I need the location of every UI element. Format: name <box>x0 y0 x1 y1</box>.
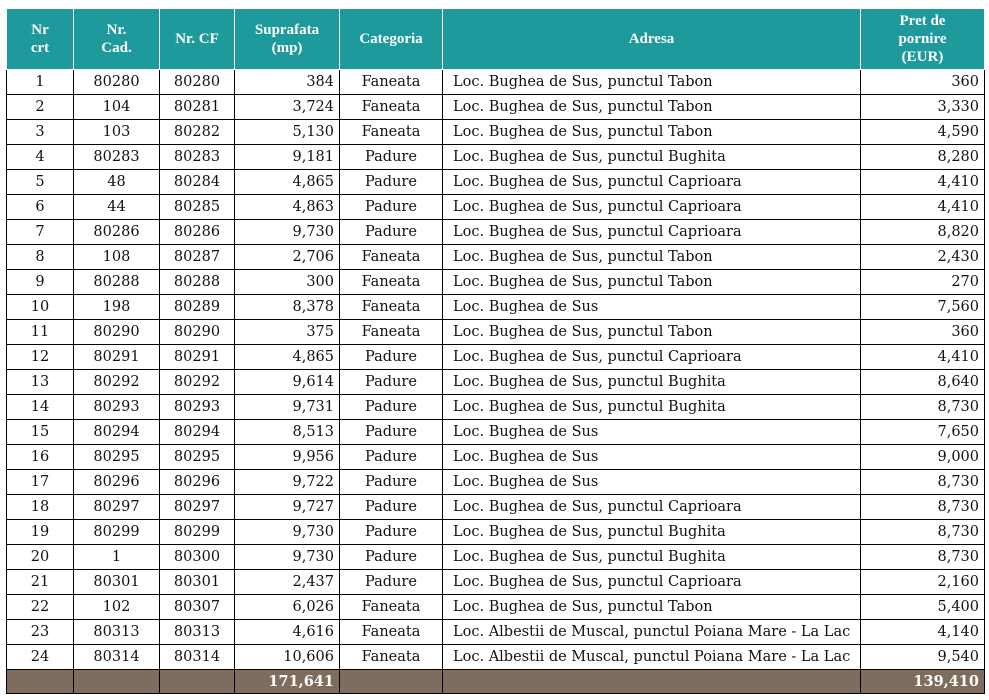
cell-categoria: Padure <box>340 545 443 570</box>
table-row <box>7 445 985 470</box>
table-row <box>7 470 985 495</box>
cell-suprafata: 3,724 <box>235 95 340 120</box>
total-blank-cell <box>160 670 235 694</box>
table-row <box>7 195 985 220</box>
header-suprafata: Suprafata (mp) <box>235 9 340 70</box>
header-adresa: Adresa <box>443 9 861 70</box>
cell-nr-cad: 80313 <box>74 620 160 645</box>
cell-nr-cad: 102 <box>74 595 160 620</box>
header-categoria: Categoria <box>340 9 443 70</box>
cell-nr-cad: 80296 <box>74 470 160 495</box>
cell-nr-crt: 23 <box>7 620 74 645</box>
header-row <box>7 9 985 70</box>
totals-row <box>7 670 985 694</box>
cell-suprafata: 9,956 <box>235 445 340 470</box>
cell-nr-crt: 21 <box>7 570 74 595</box>
header-nr-cad: Nr. Cad. <box>74 9 160 70</box>
cell-categoria: Padure <box>340 445 443 470</box>
cell-pret: 8,730 <box>861 545 985 570</box>
cell-nr-cf: 80282 <box>160 120 235 145</box>
cell-suprafata: 9,730 <box>235 545 340 570</box>
cell-pret: 8,820 <box>861 220 985 245</box>
cell-nr-crt: 13 <box>7 370 74 395</box>
cell-nr-cf: 80280 <box>160 70 235 95</box>
cell-pret: 2,430 <box>861 245 985 270</box>
cell-nr-crt: 8 <box>7 245 74 270</box>
cell-nr-cf: 80290 <box>160 320 235 345</box>
header-nr-cf: Nr. CF <box>160 9 235 70</box>
cell-nr-crt: 11 <box>7 320 74 345</box>
cell-categoria: Faneata <box>340 120 443 145</box>
cell-nr-cf: 80288 <box>160 270 235 295</box>
cell-categoria: Padure <box>340 145 443 170</box>
cell-suprafata: 300 <box>235 270 340 295</box>
table-row <box>7 495 985 520</box>
cell-adresa: Loc. Bughea de Sus, punctul Tabon <box>443 120 861 145</box>
table-row <box>7 145 985 170</box>
cell-nr-cad: 80293 <box>74 395 160 420</box>
cell-categoria: Padure <box>340 420 443 445</box>
cell-adresa: Loc. Bughea de Sus, punctul Tabon <box>443 595 861 620</box>
cell-pret: 4,410 <box>861 170 985 195</box>
cell-nr-cad: 198 <box>74 295 160 320</box>
cell-nr-crt: 6 <box>7 195 74 220</box>
cell-adresa: Loc. Bughea de Sus, punctul Bughita <box>443 520 861 545</box>
cell-adresa: Loc. Bughea de Sus, punctul Caprioara <box>443 170 861 195</box>
cell-categoria: Padure <box>340 370 443 395</box>
cell-suprafata: 9,730 <box>235 220 340 245</box>
table-row <box>7 120 985 145</box>
cell-nr-cf: 80300 <box>160 545 235 570</box>
cell-nr-cad: 80301 <box>74 570 160 595</box>
table-row <box>7 270 985 295</box>
cell-nr-crt: 16 <box>7 445 74 470</box>
table-row <box>7 520 985 545</box>
cell-adresa: Loc. Bughea de Sus, punctul Tabon <box>443 245 861 270</box>
cell-nr-crt: 14 <box>7 395 74 420</box>
cell-adresa: Loc. Bughea de Sus, punctul Caprioara <box>443 345 861 370</box>
cell-nr-crt: 20 <box>7 545 74 570</box>
table-row <box>7 220 985 245</box>
cell-categoria: Padure <box>340 495 443 520</box>
cell-suprafata: 375 <box>235 320 340 345</box>
cell-adresa: Loc. Bughea de Sus <box>443 445 861 470</box>
table-row <box>7 345 985 370</box>
cell-nr-cf: 80299 <box>160 520 235 545</box>
total-blank-cell <box>443 670 861 694</box>
cell-nr-cf: 80301 <box>160 570 235 595</box>
cell-suprafata: 384 <box>235 70 340 95</box>
total-blank-cell <box>7 670 74 694</box>
table-row <box>7 570 985 595</box>
cell-nr-crt: 22 <box>7 595 74 620</box>
cell-suprafata: 9,727 <box>235 495 340 520</box>
cell-nr-cad: 80299 <box>74 520 160 545</box>
cell-pret: 8,730 <box>861 495 985 520</box>
cell-categoria: Faneata <box>340 70 443 95</box>
cell-suprafata: 6,026 <box>235 595 340 620</box>
cell-suprafata: 9,730 <box>235 520 340 545</box>
cell-nr-cad: 48 <box>74 170 160 195</box>
cell-categoria: Padure <box>340 395 443 420</box>
cell-nr-cf: 80314 <box>160 645 235 670</box>
table-row <box>7 645 985 670</box>
cell-categoria: Faneata <box>340 595 443 620</box>
cell-categoria: Padure <box>340 195 443 220</box>
cell-nr-cf: 80292 <box>160 370 235 395</box>
cell-nr-crt: 17 <box>7 470 74 495</box>
cell-nr-cf: 80287 <box>160 245 235 270</box>
cell-suprafata: 4,616 <box>235 620 340 645</box>
cell-adresa: Loc. Albestii de Muscal, punctul Poiana Mare - La Lac <box>443 620 861 645</box>
cell-pret: 8,730 <box>861 395 985 420</box>
cell-nr-cf: 80286 <box>160 220 235 245</box>
cell-suprafata: 9,614 <box>235 370 340 395</box>
cell-adresa: Loc. Bughea de Sus, punctul Bughita <box>443 370 861 395</box>
table-row <box>7 320 985 345</box>
table-row <box>7 295 985 320</box>
cell-nr-cad: 104 <box>74 95 160 120</box>
cell-nr-crt: 2 <box>7 95 74 120</box>
cell-adresa: Loc. Bughea de Sus <box>443 470 861 495</box>
total-blank-cell <box>340 670 443 694</box>
total-blank-cell <box>74 670 160 694</box>
cell-nr-cad: 80280 <box>74 70 160 95</box>
cell-nr-crt: 9 <box>7 270 74 295</box>
table-row <box>7 245 985 270</box>
cell-adresa: Loc. Bughea de Sus, punctul Caprioara <box>443 220 861 245</box>
total-price: 139,410 <box>861 670 985 694</box>
cell-nr-cf: 80281 <box>160 95 235 120</box>
cell-suprafata: 8,378 <box>235 295 340 320</box>
cell-adresa: Loc. Bughea de Sus <box>443 420 861 445</box>
cell-pret: 8,730 <box>861 520 985 545</box>
cell-suprafata: 8,513 <box>235 420 340 445</box>
table-row <box>7 595 985 620</box>
cell-pret: 9,540 <box>861 645 985 670</box>
cell-nr-cad: 44 <box>74 195 160 220</box>
total-area: 171,641 <box>235 670 340 694</box>
cell-pret: 8,730 <box>861 470 985 495</box>
cell-pret: 270 <box>861 270 985 295</box>
cell-pret: 8,280 <box>861 145 985 170</box>
table-row <box>7 95 985 120</box>
cell-nr-cf: 80289 <box>160 295 235 320</box>
cell-nr-cad: 80283 <box>74 145 160 170</box>
cell-nr-crt: 3 <box>7 120 74 145</box>
cell-adresa: Loc. Bughea de Sus, punctul Caprioara <box>443 495 861 520</box>
cell-nr-cf: 80293 <box>160 395 235 420</box>
cell-nr-crt: 15 <box>7 420 74 445</box>
cell-nr-cf: 80283 <box>160 145 235 170</box>
table-row <box>7 620 985 645</box>
cell-nr-cf: 80296 <box>160 470 235 495</box>
cell-suprafata: 2,706 <box>235 245 340 270</box>
table-row <box>7 70 985 95</box>
cell-pret: 7,560 <box>861 295 985 320</box>
cell-nr-cad: 80292 <box>74 370 160 395</box>
cell-pret: 360 <box>861 70 985 95</box>
cell-adresa: Loc. Bughea de Sus, punctul Caprioara <box>443 195 861 220</box>
cell-nr-crt: 7 <box>7 220 74 245</box>
cell-pret: 360 <box>861 320 985 345</box>
cell-categoria: Padure <box>340 345 443 370</box>
cell-nr-cad: 80291 <box>74 345 160 370</box>
cell-adresa: Loc. Bughea de Sus, punctul Caprioara <box>443 570 861 595</box>
cell-categoria: Faneata <box>340 620 443 645</box>
cell-suprafata: 9,731 <box>235 395 340 420</box>
cell-nr-crt: 1 <box>7 70 74 95</box>
cell-nr-cad: 80314 <box>74 645 160 670</box>
cell-adresa: Loc. Bughea de Sus, punctul Tabon <box>443 70 861 95</box>
cell-nr-cf: 80294 <box>160 420 235 445</box>
cell-pret: 2,160 <box>861 570 985 595</box>
cell-nr-cad: 80286 <box>74 220 160 245</box>
cell-suprafata: 10,606 <box>235 645 340 670</box>
cell-categoria: Padure <box>340 470 443 495</box>
cell-nr-cf: 80307 <box>160 595 235 620</box>
cell-adresa: Loc. Bughea de Sus, punctul Bughita <box>443 545 861 570</box>
cell-nr-crt: 5 <box>7 170 74 195</box>
cell-nr-cf: 80284 <box>160 170 235 195</box>
cell-nr-crt: 18 <box>7 495 74 520</box>
cell-categoria: Padure <box>340 170 443 195</box>
cell-adresa: Loc. Bughea de Sus, punctul Bughita <box>443 395 861 420</box>
cell-pret: 5,400 <box>861 595 985 620</box>
cell-nr-cad: 103 <box>74 120 160 145</box>
cell-pret: 4,590 <box>861 120 985 145</box>
cell-categoria: Faneata <box>340 320 443 345</box>
land-plots-table <box>6 8 985 694</box>
cell-adresa: Loc. Bughea de Sus, punctul Tabon <box>443 320 861 345</box>
cell-nr-cad: 80294 <box>74 420 160 445</box>
cell-nr-cf: 80285 <box>160 195 235 220</box>
cell-categoria: Faneata <box>340 245 443 270</box>
cell-suprafata: 4,865 <box>235 345 340 370</box>
cell-pret: 3,330 <box>861 95 985 120</box>
cell-nr-crt: 24 <box>7 645 74 670</box>
cell-suprafata: 5,130 <box>235 120 340 145</box>
cell-suprafata: 4,863 <box>235 195 340 220</box>
table-row <box>7 370 985 395</box>
cell-nr-crt: 4 <box>7 145 74 170</box>
cell-pret: 4,140 <box>861 620 985 645</box>
cell-nr-cad: 80297 <box>74 495 160 520</box>
cell-nr-cad: 108 <box>74 245 160 270</box>
table-row <box>7 545 985 570</box>
table-row <box>7 395 985 420</box>
cell-adresa: Loc. Bughea de Sus, punctul Bughita <box>443 145 861 170</box>
cell-suprafata: 9,722 <box>235 470 340 495</box>
cell-suprafata: 9,181 <box>235 145 340 170</box>
cell-pret: 7,650 <box>861 420 985 445</box>
cell-pret: 4,410 <box>861 195 985 220</box>
cell-adresa: Loc. Bughea de Sus <box>443 295 861 320</box>
cell-categoria: Faneata <box>340 270 443 295</box>
table-row <box>7 420 985 445</box>
cell-adresa: Loc. Albestii de Muscal, punctul Poiana Mare - La Lac <box>443 645 861 670</box>
header-nr-crt: Nr crt <box>7 9 74 70</box>
cell-categoria: Padure <box>340 570 443 595</box>
cell-pret: 9,000 <box>861 445 985 470</box>
table-row <box>7 170 985 195</box>
cell-categoria: Padure <box>340 220 443 245</box>
cell-nr-cad: 80295 <box>74 445 160 470</box>
cell-suprafata: 2,437 <box>235 570 340 595</box>
cell-suprafata: 4,865 <box>235 170 340 195</box>
cell-pret: 8,640 <box>861 370 985 395</box>
cell-nr-crt: 19 <box>7 520 74 545</box>
cell-nr-cad: 80290 <box>74 320 160 345</box>
cell-categoria: Faneata <box>340 95 443 120</box>
cell-nr-cf: 80295 <box>160 445 235 470</box>
cell-adresa: Loc. Bughea de Sus, punctul Tabon <box>443 270 861 295</box>
cell-nr-cf: 80291 <box>160 345 235 370</box>
cell-nr-cad: 1 <box>74 545 160 570</box>
cell-categoria: Faneata <box>340 295 443 320</box>
cell-nr-cad: 80288 <box>74 270 160 295</box>
cell-adresa: Loc. Bughea de Sus, punctul Tabon <box>443 95 861 120</box>
table-body <box>7 70 985 670</box>
cell-categoria: Padure <box>340 520 443 545</box>
cell-nr-crt: 12 <box>7 345 74 370</box>
cell-categoria: Faneata <box>340 645 443 670</box>
cell-nr-cf: 80297 <box>160 495 235 520</box>
cell-nr-cf: 80313 <box>160 620 235 645</box>
header-pret: Pret de pornire (EUR) <box>861 9 985 70</box>
cell-pret: 4,410 <box>861 345 985 370</box>
cell-nr-crt: 10 <box>7 295 74 320</box>
